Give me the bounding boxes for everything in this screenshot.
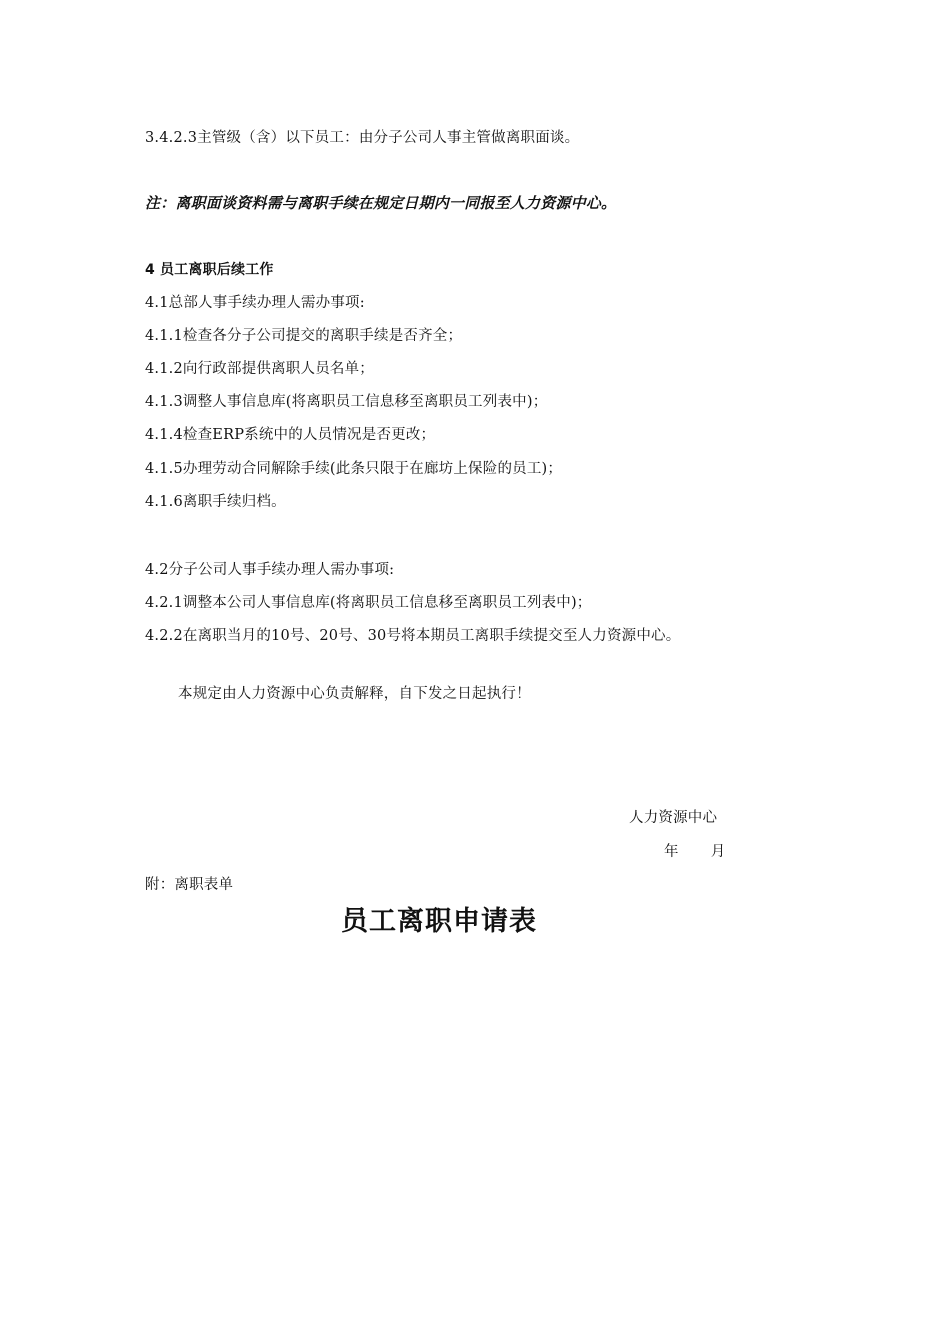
note-text: 注：离职面谈资料需与离职手续在规定日期内一同报至人力资源中心。 xyxy=(145,194,617,212)
list-item: 4.1.1检查各分子公司提交的离职手续是否齐全； xyxy=(145,328,463,344)
attachment-label: 附：离职表单 xyxy=(145,877,234,893)
signature-date xyxy=(664,842,725,862)
list-item: 4.2.2在离职当月的10号、20号、30号将本期员工离职手续提交至人力资源中心。 xyxy=(145,628,681,644)
list-item: 4.2.1调整本公司人事信息库(将离职员工信息移至离职员工列表中)； xyxy=(145,595,592,611)
closing-statement: 本规定由人力资源中心负责解释，自下发之日起执行！ xyxy=(178,686,531,702)
subsection-4-2-title: 4.2分子公司人事手续办理人需办事项: xyxy=(145,562,395,578)
list-item: 4.1.2向行政部提供离职人员名单； xyxy=(145,361,374,377)
list-item: 4.1.5办理劳动合同解除手续(此条只限于在廊坊上保险的员工)； xyxy=(145,461,563,477)
subsection-4-1-title: 4.1总部人事手续办理人需办事项: xyxy=(145,295,365,311)
signature-org: 人力资源中心 xyxy=(629,810,718,826)
clause-3-4-2-3: 3.4.2.3主管级（含）以下员工：由分子公司人事主管做离职面谈。 xyxy=(145,130,580,146)
list-item: 4.1.4检查ERP系统中的人员情况是否更改； xyxy=(145,427,436,443)
list-item: 4.1.3调整人事信息库(将离职员工信息移至离职员工列表中)； xyxy=(145,394,548,410)
form-title: 员工离职申请表 xyxy=(341,906,537,937)
signature-month-label: 月 xyxy=(710,844,726,860)
signature-year-label: 年 xyxy=(664,844,679,860)
section-4-heading: 4 员工离职后续工作 xyxy=(145,262,274,278)
list-item: 4.1.6离职手续归档。 xyxy=(145,494,286,510)
